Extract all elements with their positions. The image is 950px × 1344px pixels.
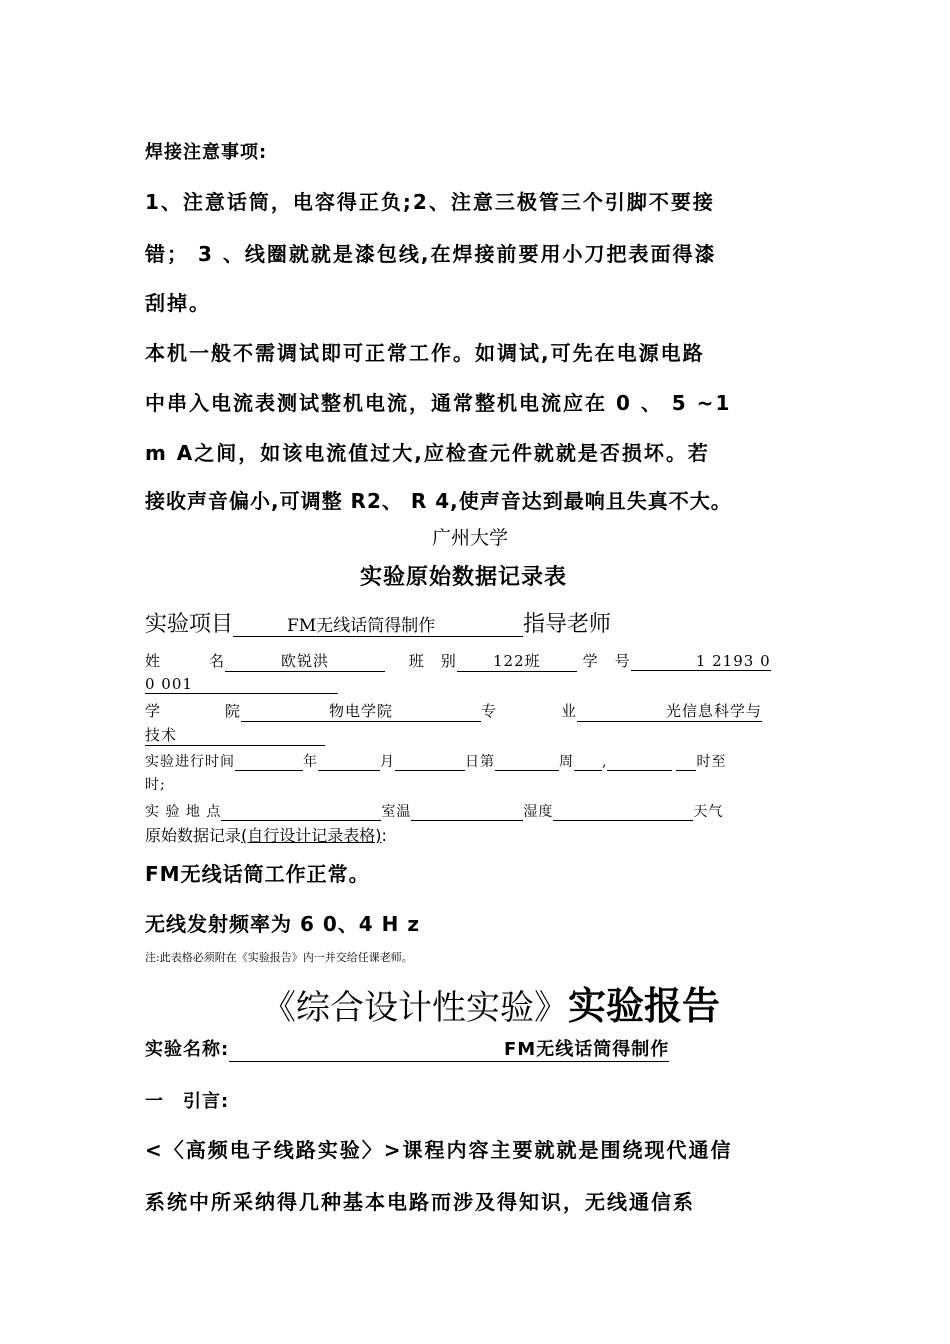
major-row-2 bbox=[145, 724, 325, 746]
university-name: 广州大学 bbox=[432, 527, 509, 549]
week-field[interactable] bbox=[495, 750, 559, 771]
major-field[interactable] bbox=[577, 700, 762, 722]
location-row bbox=[145, 800, 723, 821]
data-record-label: 原始数据记录 bbox=[145, 826, 242, 845]
class-value: 122班 bbox=[492, 652, 541, 670]
notes-line-5: 中串入电流表测试整机电流，通常整机电流应在 0 、 5 ~1 bbox=[145, 391, 732, 415]
month-field[interactable] bbox=[318, 750, 380, 771]
name-field[interactable] bbox=[225, 650, 385, 672]
result-line-1: FM无线话筒工作正常。 bbox=[145, 862, 370, 886]
year-field[interactable] bbox=[235, 750, 303, 771]
data-record-hint: (自行设计记录表格) bbox=[241, 826, 382, 845]
project-value: FM无线话筒得制作 bbox=[287, 616, 436, 636]
time-label: 实验进行时间 bbox=[145, 754, 235, 770]
id-field-cont[interactable] bbox=[145, 675, 338, 694]
room-temp-field[interactable] bbox=[411, 800, 523, 821]
day-label: 日第 bbox=[465, 754, 495, 770]
weekday-field[interactable] bbox=[574, 750, 602, 771]
major-value-1: 光信息科学与 bbox=[666, 702, 763, 720]
experiment-name-row bbox=[145, 1035, 669, 1062]
report-title bbox=[262, 975, 720, 1030]
experiment-name-value: FM无线话筒得制作 bbox=[503, 1039, 670, 1060]
project-row bbox=[145, 607, 611, 638]
college-field[interactable] bbox=[241, 700, 481, 722]
experiment-name-field[interactable] bbox=[229, 1035, 669, 1062]
month-label: 月 bbox=[380, 754, 395, 770]
day-field[interactable] bbox=[395, 750, 465, 771]
week-label: 周 bbox=[559, 754, 574, 770]
report-title-part2: 实验报告 bbox=[568, 984, 721, 1028]
data-record-colon: : bbox=[381, 826, 387, 845]
college-label: 学 院 bbox=[145, 702, 242, 720]
notes-line-4: 本机一般不需调试即可正常工作。如调试,可先在电源电路 bbox=[145, 341, 705, 365]
year-label: 年 bbox=[303, 754, 318, 770]
advisor-label: 指导老师 bbox=[523, 612, 612, 637]
time-end: 时; bbox=[145, 777, 166, 793]
humidity-label: 湿度 bbox=[523, 804, 554, 820]
notes-line-7: 接收声音偏小,可调整 R2、 R 4,使声音达到最响且失真不大。 bbox=[145, 489, 732, 513]
notes-line-3: 刮掉。 bbox=[145, 291, 211, 315]
report-title-part1: 《综合设计性实验》 bbox=[262, 988, 568, 1028]
data-record-row bbox=[145, 823, 387, 846]
major-field-cont[interactable] bbox=[145, 724, 325, 746]
footnote: 注:此表格必须附在《实验报告》内一并交给任课老师。 bbox=[145, 951, 413, 964]
name-row bbox=[145, 650, 810, 672]
intro-para-2: 系统中所采纳得几种基本电路而涉及得知识，无线通信系 bbox=[145, 1190, 695, 1214]
project-value-field[interactable] bbox=[233, 611, 523, 637]
notes-line-2: 错； 3 、线圈就就是漆包线,在焊接前要用小刀把表面得漆 bbox=[145, 242, 717, 266]
room-temp-label: 室温 bbox=[381, 804, 412, 820]
time-comma: , bbox=[602, 754, 608, 770]
intro-para-1: <〈高频电子线路实验〉>课程内容主要就就是围绕现代通信 bbox=[145, 1138, 733, 1162]
id-label: 学 号 bbox=[582, 652, 631, 670]
time-to-label: 时至 bbox=[696, 754, 727, 770]
id-row-2 bbox=[145, 675, 338, 694]
college-row bbox=[145, 700, 762, 722]
class-label: 班 别 bbox=[408, 652, 457, 670]
start-time-field[interactable] bbox=[607, 750, 672, 771]
experiment-name-label: 实验名称: bbox=[145, 1039, 230, 1060]
id-field[interactable] bbox=[631, 652, 771, 671]
notes-line-6: m A之间，如该电流值过大,应检查元件就就是否损坏。若 bbox=[145, 441, 710, 465]
college-value: 物电学院 bbox=[329, 702, 394, 720]
notes-heading: 焊接注意事项: bbox=[145, 142, 268, 163]
weather-label: 天气 bbox=[693, 804, 724, 820]
record-title: 实验原始数据记录表 bbox=[360, 565, 568, 590]
time-row bbox=[145, 750, 726, 771]
end-time-field[interactable] bbox=[676, 750, 696, 771]
major-value-2: 技术 bbox=[145, 726, 178, 744]
location-label: 实 验 地 点 bbox=[145, 804, 222, 820]
notes-line-1: 1、注意话筒，电容得正负;2、注意三极管三个引脚不要接 bbox=[145, 190, 715, 214]
section-intro-heading: 一 引言: bbox=[145, 1091, 230, 1112]
result-line-2: 无线发射频率为 6 0、4 H z bbox=[145, 912, 420, 936]
project-label: 实验项目 bbox=[145, 612, 234, 637]
humidity-field[interactable] bbox=[553, 800, 693, 821]
name-value: 欧锐洪 bbox=[281, 652, 330, 670]
id-value-2: 0 001 bbox=[145, 675, 193, 693]
id-value-1: 1 2193 0 bbox=[695, 652, 771, 670]
location-field[interactable] bbox=[221, 800, 381, 821]
class-field[interactable] bbox=[457, 650, 577, 672]
major-label: 专 业 bbox=[481, 702, 578, 720]
name-label: 姓 名 bbox=[145, 652, 226, 670]
